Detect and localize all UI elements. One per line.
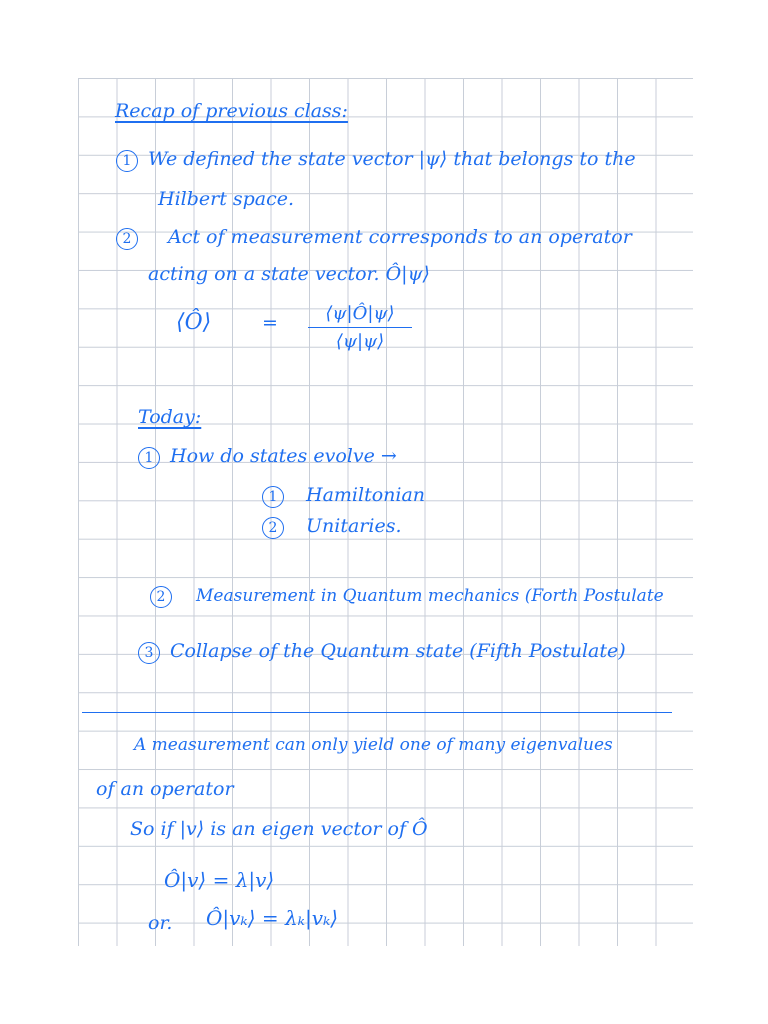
number-circle: 2 <box>262 517 284 539</box>
number-circle: 2 <box>116 228 138 250</box>
eigen-equation-2-prefix: or. <box>148 912 173 934</box>
expectation-lhs: ⟨Ô⟩ <box>176 310 212 335</box>
today-heading: Today: <box>138 406 202 428</box>
right-margin <box>693 0 768 1024</box>
recap-item-2-continued: acting on a state vector. Ô|ψ⟩ <box>148 263 430 285</box>
today-item-3-text: Collapse of the Quantum state (Fifth Postulate) <box>170 640 626 662</box>
recap-item-2-text: Act of measurement corresponds to an operator <box>168 226 632 248</box>
recap-item-2 <box>116 228 632 250</box>
today-item-1a-text: Hamiltonian <box>306 484 426 506</box>
measurement-line-2: of an operator <box>96 778 234 800</box>
eigen-equation-2: Ô|vₖ⟩ = λₖ|vₖ⟩ <box>206 906 339 930</box>
today-item-1 <box>138 447 397 469</box>
expectation-equals: = <box>262 312 278 334</box>
left-margin <box>0 0 78 1024</box>
number-circle: 3 <box>138 642 160 664</box>
today-item-1b <box>262 517 401 539</box>
recap-heading: Recap of previous class: <box>115 100 348 122</box>
today-item-1-text: How do states evolve → <box>170 445 397 467</box>
number-circle: 2 <box>150 586 172 608</box>
recap-item-1-continued: Hilbert space. <box>158 188 295 210</box>
section-divider <box>82 712 672 713</box>
recap-item-1-text: We defined the state vector |ψ⟩ that belongs to the <box>148 148 636 170</box>
today-item-1b-text: Unitaries. <box>306 515 402 537</box>
expectation-fraction <box>308 303 412 352</box>
bottom-margin <box>0 946 768 1024</box>
fraction-denominator: ⟨ψ|ψ⟩ <box>335 331 385 352</box>
today-item-3 <box>138 642 626 664</box>
today-item-1a <box>262 486 425 508</box>
number-circle: 1 <box>138 447 160 469</box>
today-item-2-text: Measurement in Quantum mechanics (Forth Postulate <box>196 586 664 606</box>
today-item-2 <box>150 586 664 608</box>
top-margin <box>0 0 768 78</box>
recap-item-1 <box>116 150 636 172</box>
number-circle: 1 <box>262 486 284 508</box>
eigen-equation-1: Ô|v⟩ = λ|v⟩ <box>164 868 275 892</box>
eigenvector-statement: So if |v⟩ is an eigen vector of Ô <box>130 818 428 840</box>
fraction-bar <box>308 327 412 328</box>
number-circle: 1 <box>116 150 138 172</box>
fraction-numerator: ⟨ψ|Ô|ψ⟩ <box>325 303 395 324</box>
measurement-line-1: A measurement can only yield one of many eigenvalues <box>134 735 613 755</box>
